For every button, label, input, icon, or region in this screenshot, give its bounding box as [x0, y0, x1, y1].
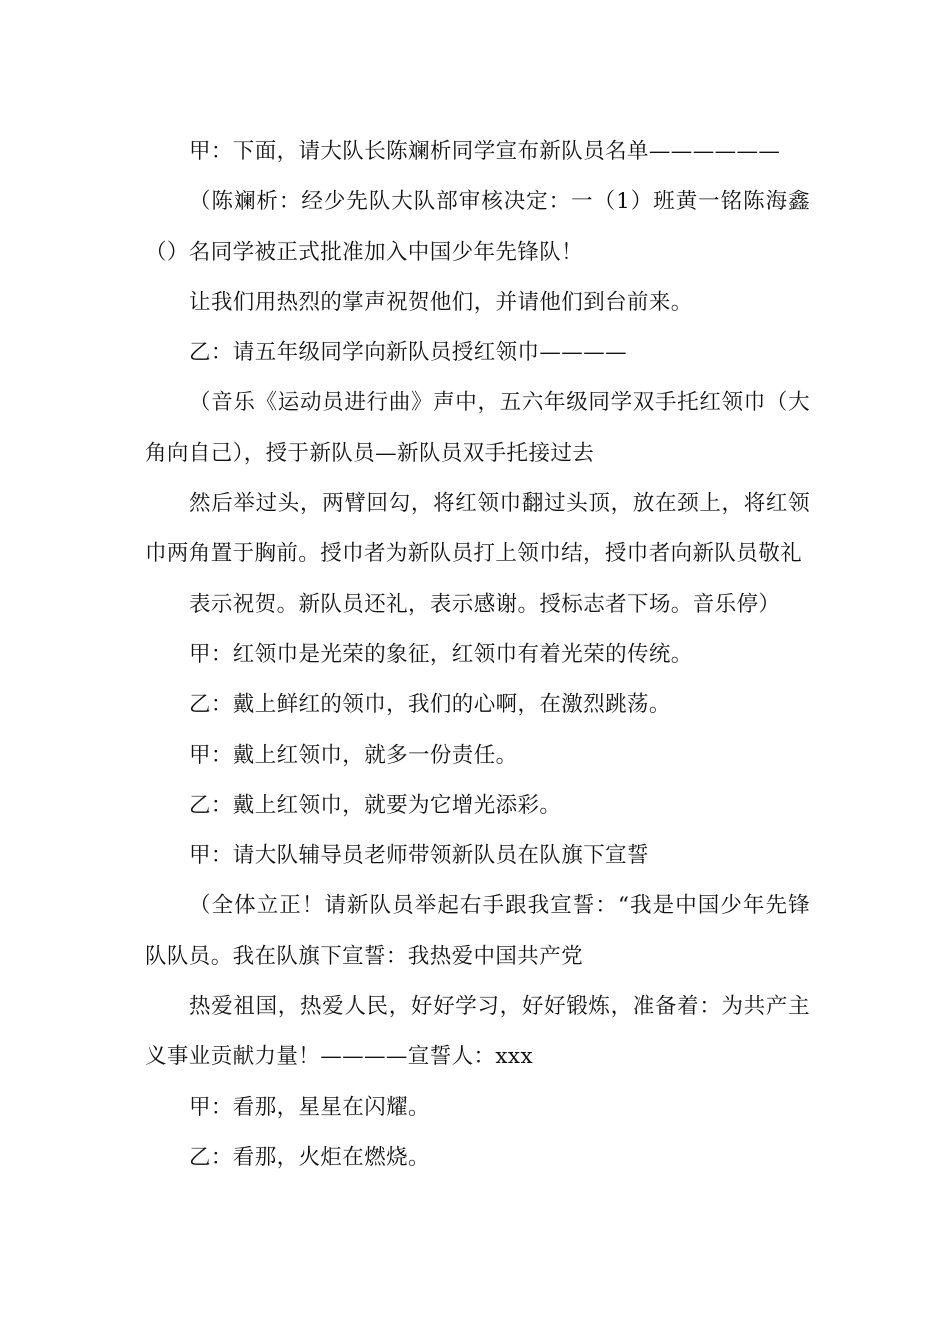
paragraph-11: 乙：戴上红领巾，就要为它增光添彩。 [189, 792, 562, 818]
paragraph-6: 然后举过头，两臂回勾，将红领巾翻过头顶，放在颈上，将红领巾两角置于胸前。授巾者为新队员打上领巾结，授巾者向新队员敬礼 [145, 491, 810, 567]
paragraph-13: （全体立正！请新队员举起右手跟我宣誓：“我是中国少年先锋队队员。我在队旗下宣誓：我热爱中国共产党 [145, 893, 810, 969]
paragraph-4: 乙：请五年级同学向新队员授红领巾———— [189, 340, 628, 366]
paragraph-16: 乙：看那，火炬在燃烧。 [189, 1144, 430, 1170]
paragraph-1: 甲：下面，请大队长陈斓析同学宣布新队员名单—————— [189, 139, 781, 164]
paragraph-14: 热爱祖国，热爱人民，好好学习，好好锻炼，准备着：为共产主义事业贡献力量！————宣誓人：xxx [145, 994, 810, 1070]
paragraph-5: （音乐《运动员进行曲》声中，五六年级同学双手托红领巾（大角向自己），授于新队员—新队员双手托接过去 [145, 390, 810, 466]
paragraph-15: 甲：看那，星星在闪耀。 [189, 1094, 430, 1120]
document-body [145, 127, 810, 1183]
paragraph-9: 乙：戴上鲜红的领巾，我们的心啊，在激烈跳荡。 [189, 692, 671, 718]
paragraph-2: （陈斓析：经少先队大队部审核决定：一（1）班黄一铭陈海鑫（）名同学被正式批准加入中国少年先锋队！ [145, 189, 810, 265]
paragraph-8: 甲：红领巾是光荣的象征，红领巾有着光荣的传统。 [189, 641, 693, 667]
paragraph-12: 甲：请大队辅导员老师带领新队员在队旗下宣誓 [189, 843, 649, 869]
paragraph-7: 表示祝贺。新队员还礼，表示感谢。授标志者下场。音乐停） [189, 591, 781, 617]
paragraph-10: 甲：戴上红领巾，就多一份责任。 [189, 742, 518, 768]
paragraph-3: 让我们用热烈的掌声祝贺他们，并请他们到台前来。 [189, 289, 693, 315]
